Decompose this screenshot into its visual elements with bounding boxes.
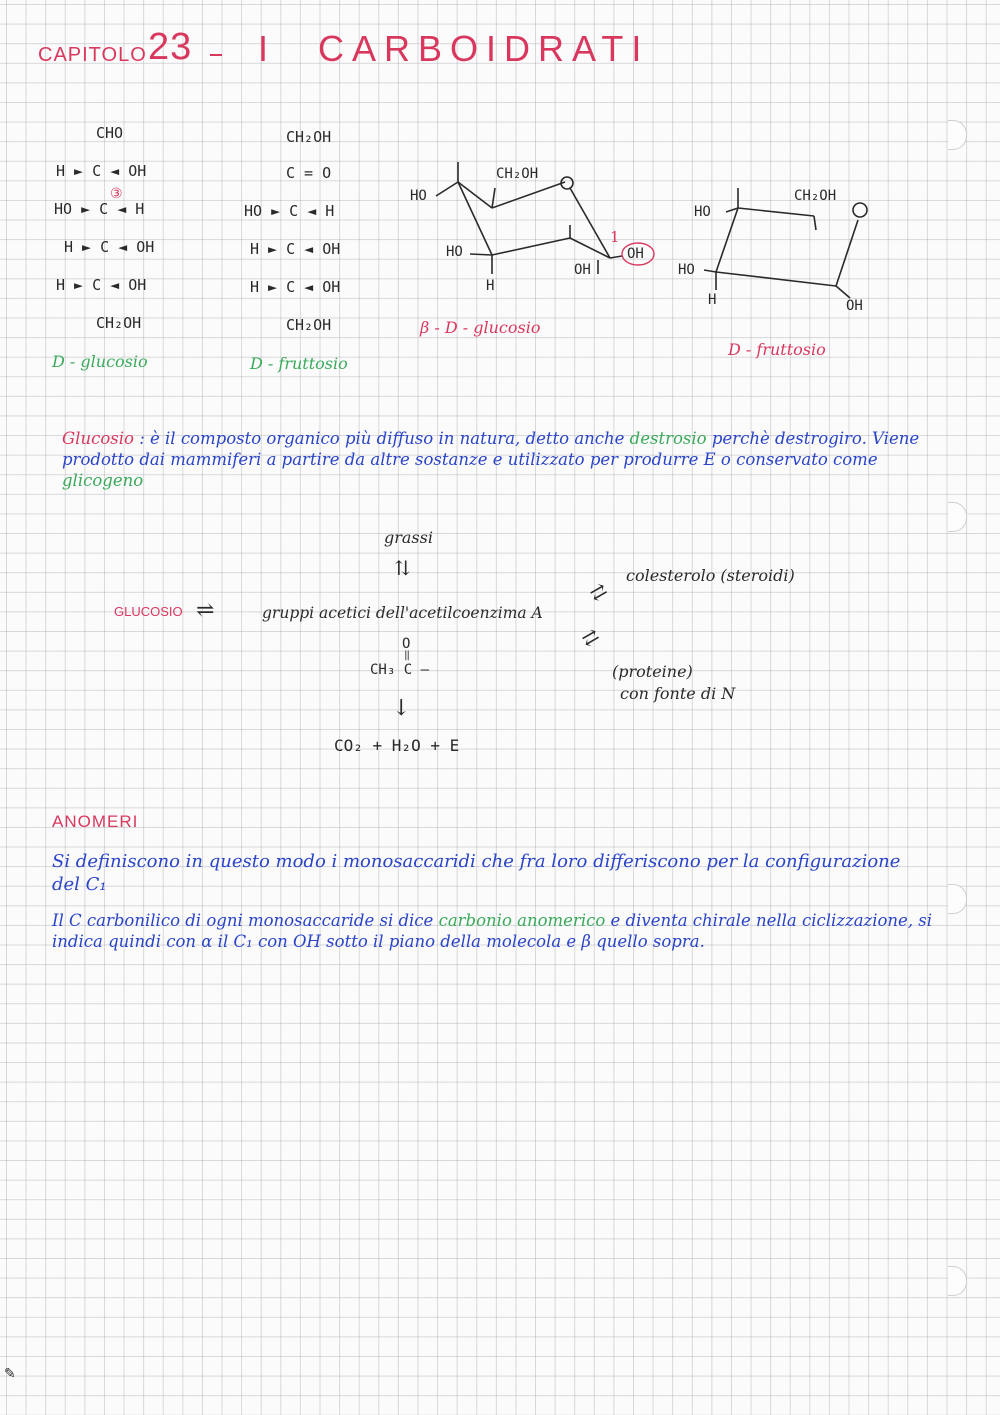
corner-mark: ✎ bbox=[4, 1366, 16, 1382]
atom-label: HO bbox=[678, 262, 695, 278]
chapter-number: 23 bbox=[148, 26, 193, 68]
atom-label: H bbox=[486, 278, 495, 294]
arrow-updown-icon: ⇅ bbox=[394, 556, 411, 580]
glucosio-note bbox=[62, 428, 942, 491]
formula-line: CH₂OH bbox=[286, 128, 332, 146]
title-numeral: I bbox=[258, 28, 277, 69]
binder-hole bbox=[948, 502, 967, 532]
glucosio-text: perchè destrogiro. Viene prodotto dai mammiferi a partire da altre sostanze e utilizzato per produrre E o conservato come bbox=[62, 429, 920, 469]
acetyl-double-bond: ‖ bbox=[404, 650, 411, 661]
formula-line: CH₂OH bbox=[286, 316, 332, 334]
destrosio-term: destrosio bbox=[629, 429, 707, 448]
formula-line: H ► C ◄ OH bbox=[56, 276, 147, 294]
atom-label: HO bbox=[410, 188, 427, 204]
arrow-down-icon: ↓ bbox=[392, 696, 411, 721]
anomeri-heading: ANOMERI bbox=[52, 812, 139, 831]
anomeri-text: Il C carbonilico di ogni monosaccaride si dice bbox=[52, 911, 434, 930]
fructose-ring-label: D - fruttosio bbox=[728, 340, 826, 359]
atom-label: CH₂OH bbox=[496, 166, 539, 182]
glucosio-term: Glucosio bbox=[62, 429, 134, 448]
diagram-colesterolo: colesterolo (steroidi) bbox=[626, 566, 795, 585]
arrow-upright-icon: ⇄ bbox=[585, 577, 612, 607]
formula-line: HO ► C ◄ H bbox=[54, 200, 145, 218]
binder-hole bbox=[948, 120, 967, 150]
glucosio-text: : è il composto organico più diffuso in natura, detto anche bbox=[139, 429, 625, 448]
anomeric-carbon-term: carbonio anomerico bbox=[438, 911, 606, 930]
anomeri-text: e diventa chirale nella ciclizzazione, si indica quindi con α il C₁ con OH sotto il piano della molecola e β quello sopra. bbox=[52, 911, 933, 951]
diagram-glucosio: GLUCOSIO bbox=[114, 604, 183, 619]
atom-label: OH bbox=[846, 298, 863, 314]
formula-line: H ► C ◄ OH bbox=[64, 238, 155, 256]
page-title: CARBOIDRATI bbox=[318, 28, 650, 69]
formula-line: CH₂OH bbox=[96, 314, 142, 332]
diagram-grassi: grassi bbox=[384, 528, 433, 547]
atom-label: HO bbox=[694, 204, 711, 220]
glucose-fischer-label: D - glucosio bbox=[52, 352, 148, 371]
carbon-marker: ③ bbox=[110, 186, 123, 202]
binder-hole bbox=[948, 1266, 967, 1296]
formula-line: H ► C ◄ OH bbox=[250, 278, 341, 296]
acetyl-formula: CH₃ C – bbox=[370, 662, 430, 678]
anomeri-definition: Si definiscono in questo modo i monosaccaridi che fra loro differiscono per la configurazione del C₁ bbox=[52, 851, 901, 895]
arrow-equilibrium-icon: ⇌ bbox=[196, 598, 215, 623]
formula-line: HO ► C ◄ H bbox=[244, 202, 335, 220]
atom-label: OH bbox=[627, 246, 644, 262]
binder-hole bbox=[948, 884, 967, 914]
diagram-center: gruppi acetici dell'acetilcoenzima A bbox=[262, 604, 543, 622]
anomeri-description bbox=[52, 910, 942, 952]
atom-label: OH bbox=[574, 262, 591, 278]
diagram-products: CO₂ + H₂O + E bbox=[334, 736, 460, 755]
formula-line: H ► C ◄ OH bbox=[250, 240, 341, 258]
atom-label: CH₂OH bbox=[794, 188, 837, 204]
atom-label: H bbox=[708, 292, 717, 308]
chapter-label: CAPITOLO bbox=[38, 44, 147, 66]
formula-line: H ► C ◄ OH bbox=[56, 162, 147, 180]
formula-line: CHO bbox=[96, 124, 124, 142]
title-dash bbox=[210, 54, 222, 56]
diagram-proteine: (proteine) bbox=[612, 662, 693, 681]
arrow-downright-icon: ⇅ bbox=[575, 624, 605, 652]
anomeric-position: 1 bbox=[610, 228, 620, 246]
beta-glucose-label: β - D - glucosio bbox=[420, 318, 541, 337]
atom-label: HO bbox=[446, 244, 463, 260]
formula-line: C = O bbox=[286, 164, 332, 182]
glicogeno-term: glicogeno bbox=[62, 471, 144, 490]
acetyl-oxygen: O bbox=[402, 636, 411, 652]
diagram-fonte: con fonte di N bbox=[620, 684, 736, 703]
fructose-fischer-label: D - fruttosio bbox=[250, 354, 348, 373]
